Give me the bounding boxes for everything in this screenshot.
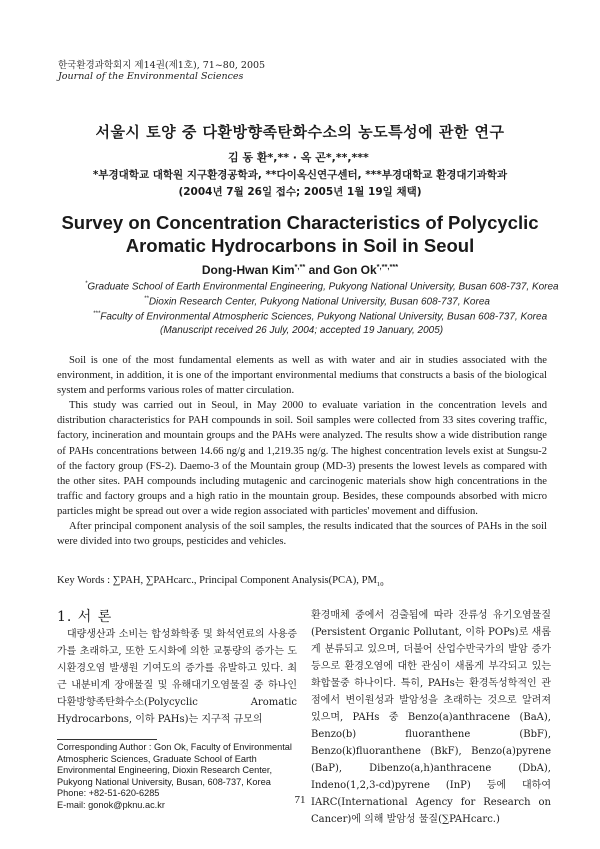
manuscript-dates: (Manuscript received 26 July, 2004; accepted 19 January, 2005) [160,325,444,336]
intro-right-text: 환경매체 중에서 검출됨에 따라 잔류성 유기오염물질(Persistent Organic Pollutant, 이하 POPs)로 새롭게 분류되고 있으며, 더불어 산업수반국가의 발암 증가 등으로 환경오염에 대한 관심이 새롭게 부각되고 있는 화합물중 하나이다. 특히, PAHs는 환경독성학적인 관점에서 변이원성과 발암성을 초래하는 것으로 알려져 있으며, PAHs 중 Benzo(a)anthracene (BaA), Benzo(b) fluoranthene (BbF), Benzo(k)fluoranthene (BkF), Benzo(a)pyrene (BaP), Dibenzo(a,h)anthracene (DbA), Indeno(1,2,3-cd)pyrene (InP) 등에 대하여 IARC(International Agency for Research on Cancer)에 의해 발암성 물질(∑PAHcarc.) [311,610,551,825]
authors-and: and [305,263,334,277]
page-number: 71 [294,794,306,806]
korean-authors: 김 동 환*,** · 옥 곤*,**,*** [228,151,369,164]
abstract [57,353,547,549]
intro-left-text: 대량생산과 소비는 합성화학종 및 화석연료의 사용증가를 초래하고, 또한 도시화에 의한 교통량의 증가는 도시환경오염 발생원 기여도의 증가를 유발하고 있다. 최근 내분비계 장애물질 및 유해대기오염물질 중 하나인 다환방향족탄화수소(Polycyclic Aromatic Hydrocarbons, 이하 PAHs)는 지구적 규모의 [57,629,297,725]
corresponding-author-line: Phone: +82-51-620-6285 [57,788,160,798]
affiliation-2: **Dioxin Research Center, Pukyong National University, Busan 608-737, Korea [144,295,490,308]
keywords-subscript: 10 [376,581,384,589]
korean-title: 서울시 토양 중 다환방향족탄화수소의 농도특성에 관한 연구 [95,123,505,141]
affiliation-3: ***Faculty of Environmental Atmospheric Sciences, Pukyong National University, Busan 608-737, Korea [93,310,548,323]
keywords [57,575,383,588]
korean-dates: (2004년 7월 26일 접수; 2005년 1월 19일 채택) [178,186,422,198]
corresponding-author-line: E-mail: gonok@pknu.ac.kr [57,799,165,810]
author1-marks: *,** [294,262,306,271]
affiliation-1: *Graduate School of Earth Environmental Engineering, Pukyong National University, Busan 608-737, Korea [85,280,559,293]
author2-marks: *,**,*** [376,262,399,271]
intro-left-column [57,626,297,728]
author2-name: Gon Ok [333,263,377,277]
english-authors [0,262,600,277]
journal-name: Journal of the Environmental Sciences [58,71,244,82]
footnote-divider [57,739,157,740]
abstract-paragraph: Soil is one of the most fundamental elements as well as with water and air in studies associated with the environment, in addition, it is one of the important environmental mediums that constructs a basis of the biological system and performs various roles of matter circulation. [57,355,547,397]
journal-citation: 한국환경과학회지 제14권(제1호), 71~80, 2005 [58,60,266,71]
author1-name: Dong-Hwan Kim [201,263,295,277]
corresponding-author-line: Corresponding Author : Gon Ok, Faculty of Environmental Atmospheric Sciences, Graduate School of Earth Environmental Engineering, Dioxin Research Center, Pukyong National University, Busan, 608-737, Korea [57,742,292,787]
english-title-line1: Survey on Concentration Characteristics of Polycyclic [61,212,539,233]
keywords-text: ∑PAH, ∑PAHcarc., Principal Component Analysis(PCA), PM [112,575,377,586]
abstract-paragraph: After principal component analysis of the soil samples, the results indicated that the sources of PAHs in the soil were divided into two groups, pesticides and vehicles. [57,521,547,548]
keywords-label: Key Words : [57,575,113,586]
english-title-line2: Aromatic Hydrocarbons in Soil in Seoul [125,235,475,256]
korean-affiliations: *부경대학교 대학원 지구환경공학과, **다이옥신연구센터, ***부경대학교 환경대기과학과 [92,169,508,181]
abstract-paragraph: This study was carried out in Seoul, in May 2000 to evaluate variation in the concentration levels and distribution characteristics for PAH compounds in soil. Soil samples were collected from 33 sites covering traffic, factory, incineration and mountain groups and the PAHs were analyzed. The results show a wide distribution range of PAHs concentrations between 14.66 ng/g and 1,219.35 ng/g. The highest concentration levels exist at Sungsu-2 of the factory group (FS-2). Daemo-3 of the Mountain group (MD-3) presents the lowest levels as compared with the other sites. PAH compounds including mutagenic and carcinogenic materials show high concentrations in the traffic and factory groups and a high ratio in the mountain group. Besides, these compounds absorbed with micro particles might be spread out over a wide region associated with particles' movement and diffusion. [57,400,547,517]
section-heading: 1. 서 론 [57,609,113,625]
